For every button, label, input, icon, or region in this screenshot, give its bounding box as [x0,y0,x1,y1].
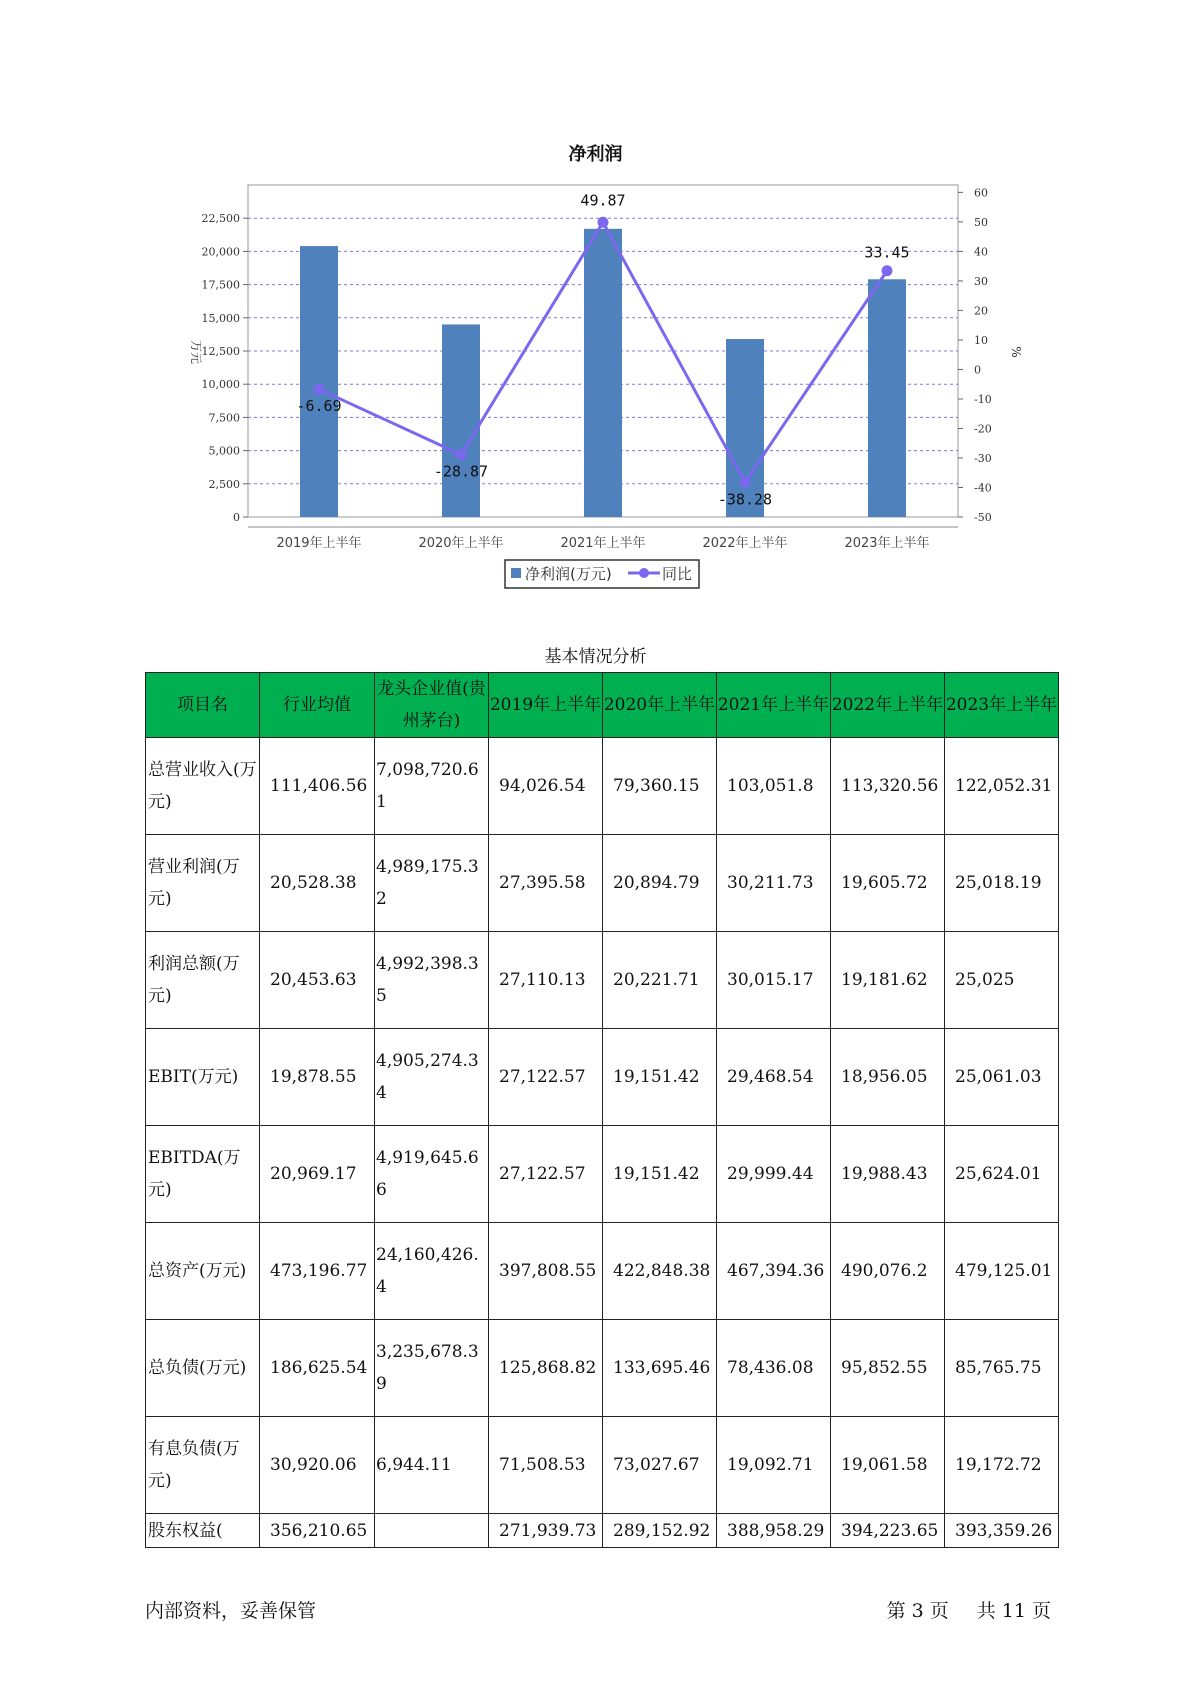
table-cell: 79,360.15 [603,738,717,835]
table-cell: 25,018.19 [945,835,1059,932]
table-cell: 30,211.73 [717,835,831,932]
table-cell: 30,920.06 [260,1417,375,1514]
y-right-tick-label: 50 [974,215,988,229]
metric-name: 营业利润(万元) [146,835,260,932]
table-cell: 467,394.36 [717,1223,831,1320]
y-right-tick-label: -40 [974,481,992,495]
table-cell: 111,406.56 [260,738,375,835]
table-cell: 19,061.58 [831,1417,945,1514]
table-row [146,835,1059,932]
table-cell: 20,528.38 [260,835,375,932]
table-cell: 19,092.71 [717,1417,831,1514]
y-right-tick-label: 0 [974,363,981,377]
table-cell: 30,015.17 [717,932,831,1029]
metric-name: 总营业收入(万元) [146,738,260,835]
y-tick-label: 10,000 [201,378,240,392]
x-tick-label: 2020年上半年 [418,536,504,551]
bar [868,279,906,517]
metric-name: 有息负债(万元) [146,1417,260,1514]
x-tick-label: 2019年上半年 [276,536,362,551]
bar [300,246,338,517]
table-cell: 103,051.8 [717,738,831,835]
table-cell: 25,025 [945,932,1059,1029]
yoy-point [598,217,609,228]
chart-title: 净利润 [568,144,623,165]
legend-bar-swatch [511,568,521,578]
metric-name: 股东权益( [146,1514,260,1548]
metric-name: 总负债(万元) [146,1320,260,1417]
header-2020h1: 2020年上半年 [603,673,717,738]
legend [505,560,699,588]
table-cell: 479,125.01 [945,1223,1059,1320]
table-cell: 4,992,398.35 [375,932,489,1029]
footer-confidential-note: 内部资料，妥善保管 [145,1600,317,1622]
table-cell: 7,098,720.61 [375,738,489,835]
header-industry-avg: 行业均值 [260,673,375,738]
y-right-tick-label: -20 [974,422,992,436]
table-cell: 20,221.71 [603,932,717,1029]
table-cell: 94,026.54 [489,738,603,835]
y-right-tick-label: 20 [974,304,988,318]
total-prefix: 共 [976,1600,996,1622]
table-cell: 19,172.72 [945,1417,1059,1514]
header-2019h1: 2019年上半年 [489,673,603,738]
x-tick-label: 2023年上半年 [844,536,930,551]
table-cell: 18,956.05 [831,1029,945,1126]
header-item-name: 项目名 [146,673,260,738]
data-label: -28.87 [433,462,489,481]
table-row [146,1514,1059,1548]
basic-analysis-table [145,672,1059,1548]
table-row [146,932,1059,1029]
table-cell: 29,999.44 [717,1126,831,1223]
header-2021h1: 2021年上半年 [717,673,831,738]
table-cell: 29,468.54 [717,1029,831,1126]
table-cell: 25,061.03 [945,1029,1059,1126]
table-cell: 186,625.54 [260,1320,375,1417]
table-cell: 27,122.57 [489,1126,603,1223]
x-tick-label: 2021年上半年 [560,536,646,551]
table-cell: 27,395.58 [489,835,603,932]
table-cell: 394,223.65 [831,1514,945,1548]
table-cell: 6,944.11 [375,1417,489,1514]
header-2023h1: 2023年上半年 [945,673,1059,738]
table-cell: 20,894.79 [603,835,717,932]
bar [584,229,622,517]
y-tick-label: 5,000 [208,444,240,458]
table-cell: 393,359.26 [945,1514,1059,1548]
table-cell: 490,076.2 [831,1223,945,1320]
y-right-tick-label: 40 [974,245,988,259]
y-right-tick-label: 60 [974,186,988,200]
y-right-tick-label: -10 [974,392,992,406]
page-prefix: 第 [886,1600,906,1622]
page-unit: 页 [929,1600,949,1622]
metric-name: EBITDA(万元) [146,1126,260,1223]
data-label: 33.45 [864,243,910,262]
table-cell: 19,151.42 [603,1029,717,1126]
yoy-point [882,265,893,276]
table-cell: 73,027.67 [603,1417,717,1514]
table-cell: 27,110.13 [489,932,603,1029]
table-cell: 25,624.01 [945,1126,1059,1223]
table-caption: 基本情况分析 [544,647,647,667]
y-tick-label: 17,500 [201,278,240,292]
footer-page-number [881,1596,1051,1623]
metric-name: EBIT(万元) [146,1029,260,1126]
table-cell: 271,939.73 [489,1514,603,1548]
table-cell: 95,852.55 [831,1320,945,1417]
table-cell: 4,905,274.34 [375,1029,489,1126]
table-row [146,1029,1059,1126]
table-cell: 19,878.55 [260,1029,375,1126]
table-cell: 122,052.31 [945,738,1059,835]
table-cell: 19,605.72 [831,835,945,932]
table-cell: 19,181.62 [831,932,945,1029]
table-cell: 78,436.08 [717,1320,831,1417]
table-cell: 125,868.82 [489,1320,603,1417]
table-row [146,1320,1059,1417]
table-cell: 20,453.63 [260,932,375,1029]
data-label: 49.87 [580,191,626,210]
table-cell: 356,210.65 [260,1514,375,1548]
legend-label-yoy: 同比 [662,565,693,583]
y-right-tick-label: 10 [974,333,988,347]
table-cell: 388,958.29 [717,1514,831,1548]
table-row [146,1223,1059,1320]
table-cell: 289,152.92 [603,1514,717,1548]
y-tick-label: 15,000 [201,311,240,325]
x-tick-label: 2022年上半年 [702,536,788,551]
table-cell: 19,988.43 [831,1126,945,1223]
data-label: -6.69 [296,397,342,416]
yoy-point [740,477,751,488]
y-tick-label: 12,500 [201,345,240,358]
page-current: 3 [911,1600,924,1622]
y-tick-label: 2,500 [208,477,240,491]
yoy-point [314,384,325,395]
net-profit-chart [0,0,1191,600]
table-row [146,1126,1059,1223]
header-2022h1: 2022年上半年 [831,673,945,738]
table-cell: 422,848.38 [603,1223,717,1320]
metric-name: 利润总额(万元) [146,932,260,1029]
table-cell: 3,235,678.39 [375,1320,489,1417]
bar [442,324,480,517]
table-cell: 19,151.42 [603,1126,717,1223]
y-right-axis-label: % [1009,346,1023,358]
table-cell: 27,122.57 [489,1029,603,1126]
table-cell: 113,320.56 [831,738,945,835]
y-right-tick-label: -50 [974,511,992,524]
table-cell: 24,160,426.4 [375,1223,489,1320]
table-cell: 4,989,175.32 [375,835,489,932]
metric-name: 总资产(万元) [146,1223,260,1320]
table-cell: 133,695.46 [603,1320,717,1417]
legend-line-marker [639,568,649,578]
table-cell [375,1514,489,1548]
bar-series [300,229,906,517]
y-right-tick-label: 30 [974,274,988,288]
table-cell: 20,969.17 [260,1126,375,1223]
legend-label-net-profit: 净利润(万元) [525,565,612,583]
header-leader-value: 龙头企业值(贵州茅台) [375,673,489,738]
total-unit: 页 [1031,1600,1051,1622]
table-cell: 397,808.55 [489,1223,603,1320]
y-right-tick-label: -30 [974,451,992,465]
table-row [146,1417,1059,1514]
table-cell: 473,196.77 [260,1223,375,1320]
y-tick-label: 20,000 [201,245,240,259]
y-tick-label: 7,500 [208,411,240,425]
y-tick-label: 22,500 [201,212,240,226]
table-cell: 85,765.75 [945,1320,1059,1417]
table-cell: 71,508.53 [489,1417,603,1514]
yoy-point [456,449,467,460]
page-total: 11 [1001,1600,1026,1622]
y-tick-label: 0 [233,511,240,524]
table-row [146,738,1059,835]
table-header-row [146,673,1059,738]
table-cell: 4,919,645.66 [375,1126,489,1223]
y-axis-label: 万元 [189,339,203,365]
data-label: -38.28 [717,490,773,509]
